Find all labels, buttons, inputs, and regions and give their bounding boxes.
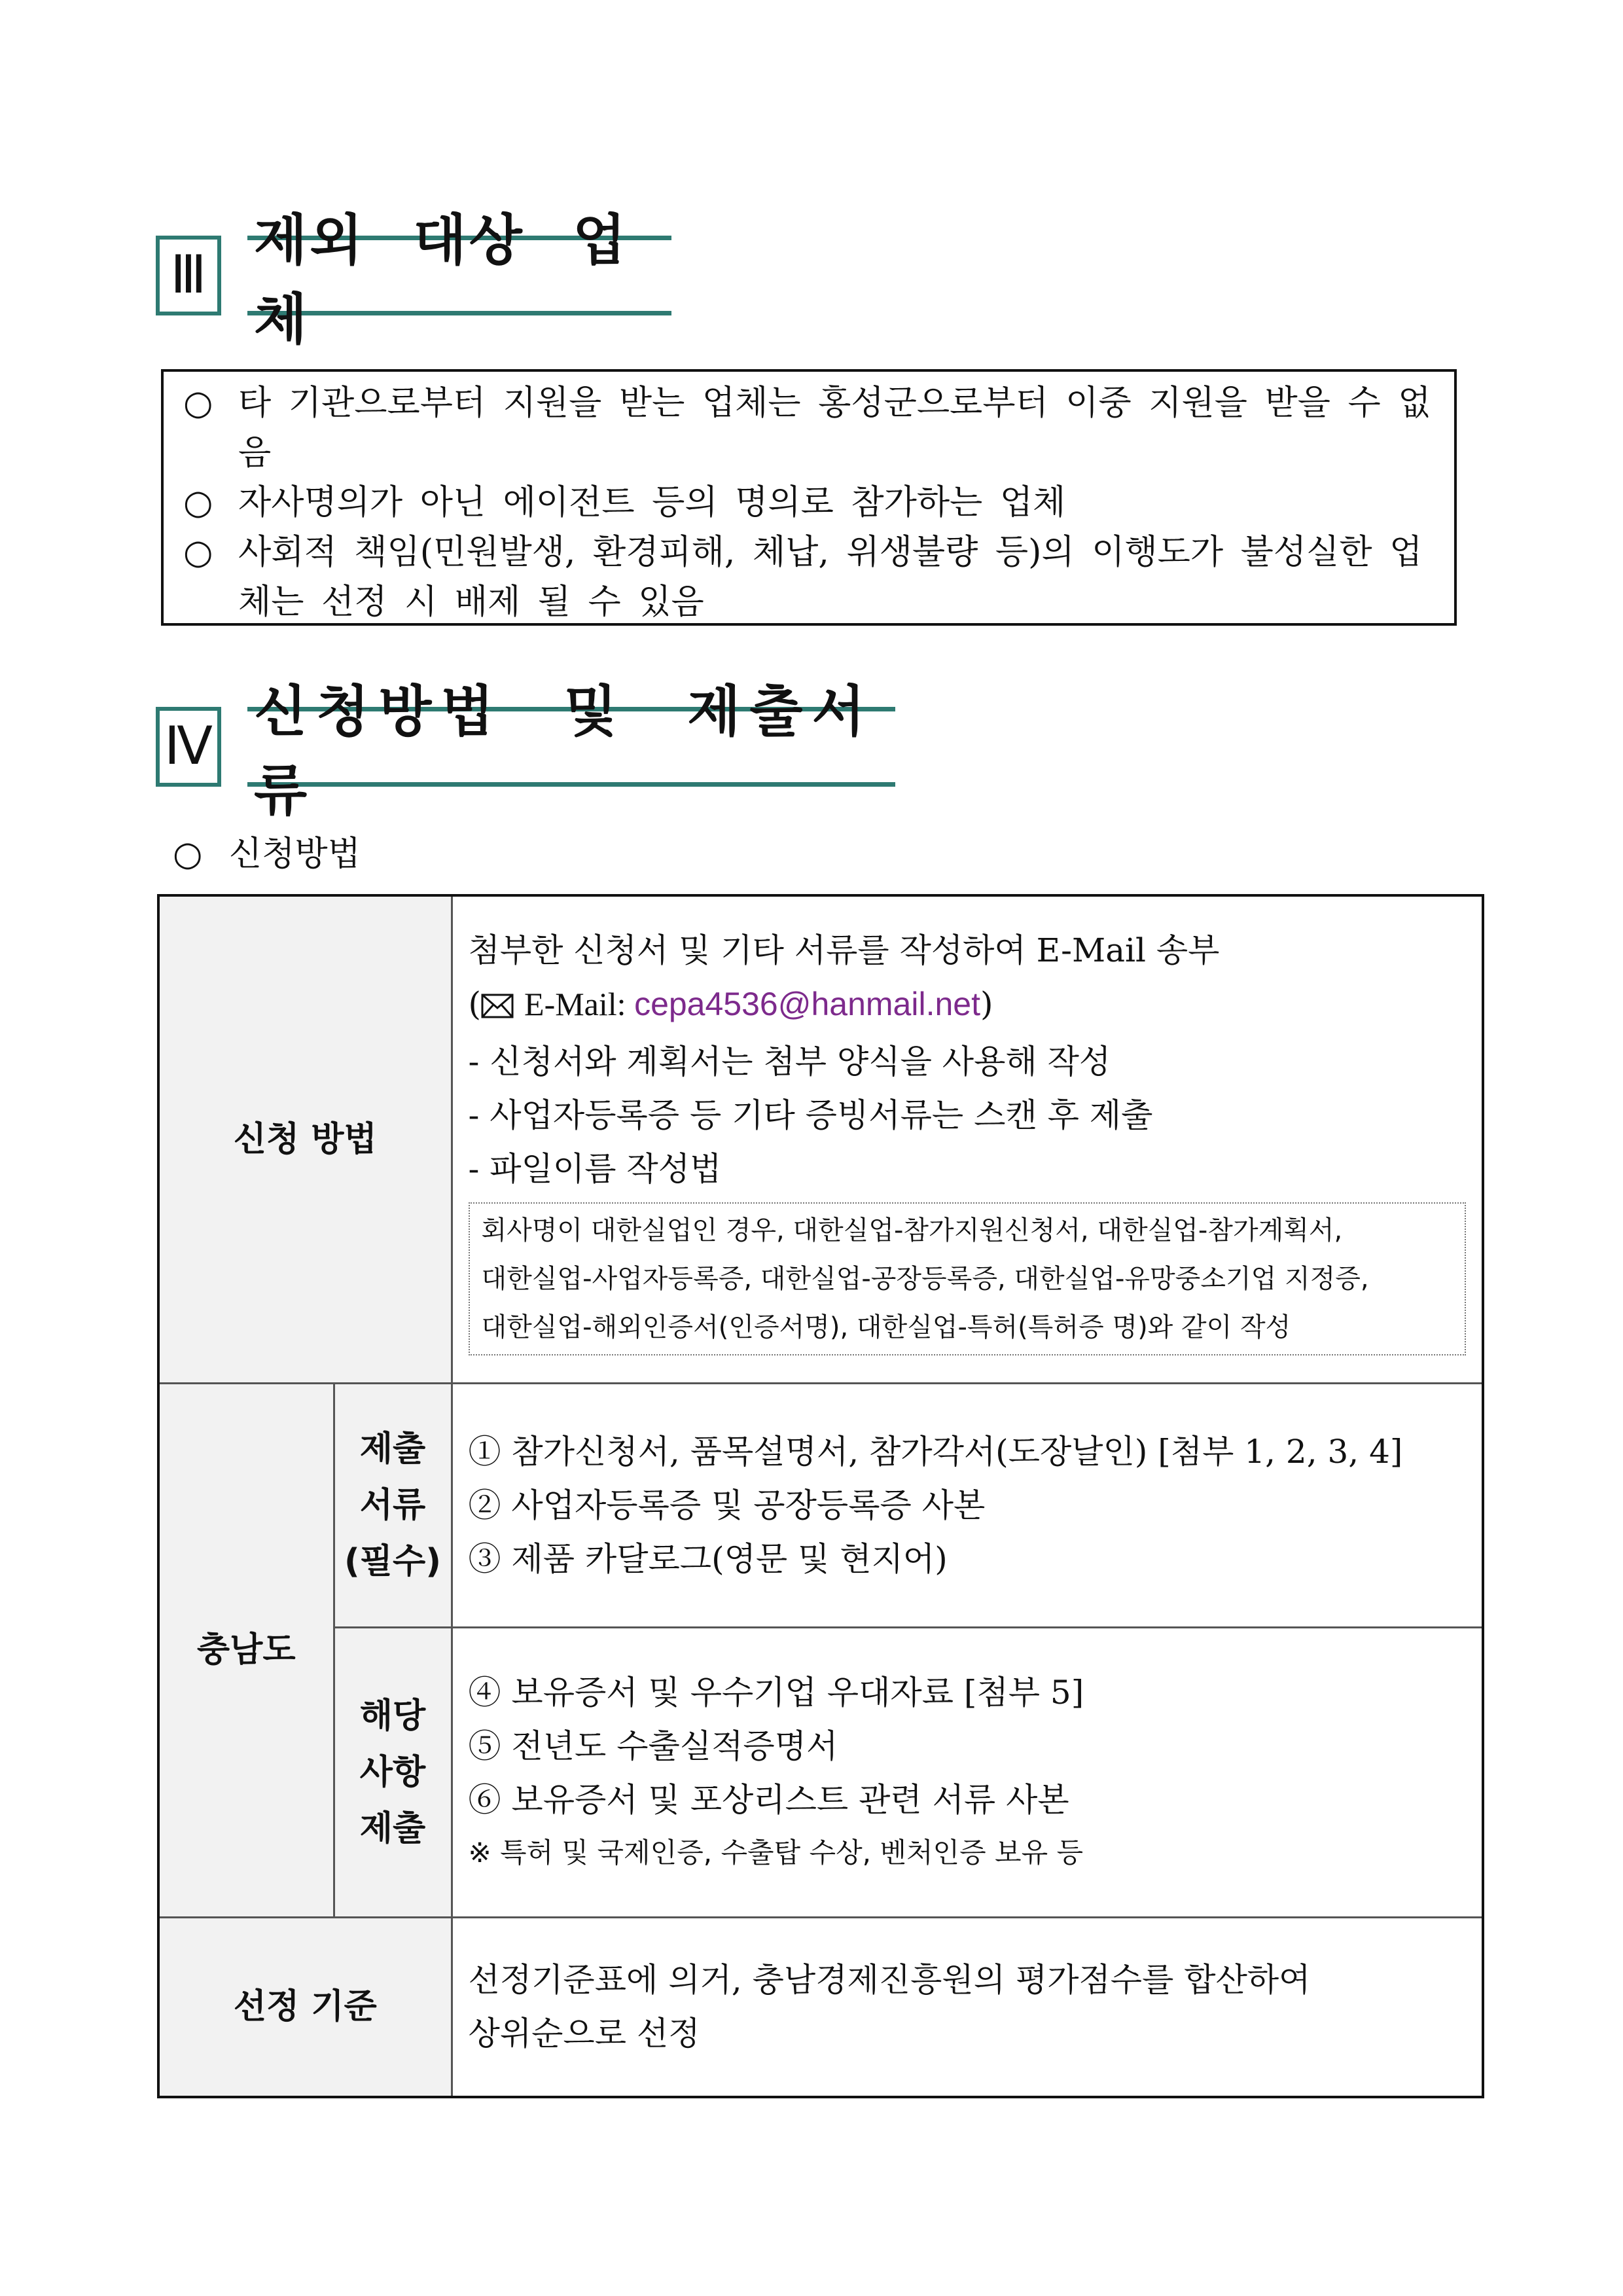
method-bullet: - 사업자등록증 등 기타 증빙서류는 스캔 후 제출 [468,1096,1153,1134]
exclusion-item [183,528,1435,627]
required-doc-item: ② 사업자등록증 및 공장등록증 사본 [468,1486,986,1524]
email-link[interactable]: cepa4536@hanmail.net [634,985,980,1022]
label-line: (필수) [344,1541,441,1581]
exclusion-item [183,478,1435,528]
required-docs-content [452,1383,1483,1627]
label-line: 제출 [359,1429,426,1469]
criteria-line: 상위순으로 선정 [468,2015,700,2053]
label-line: 해당 [359,1696,426,1736]
method-label: 신청 방법 [158,895,452,1383]
section-3-header [156,208,671,351]
exclusion-box [161,369,1457,626]
section-4-header [156,679,895,823]
section-4-title: 신청방법 및 제출서류 [247,707,895,787]
criteria-content [452,1917,1483,2097]
table-row [158,1383,1483,1627]
region-label: 충남도 [158,1383,334,1917]
method-bullet: - 파일이름 작성법 [468,1149,722,1188]
filename-example-line: 대한실업-해외인증서(인증서명), 대한실업-특허(특허증 명)와 같이 작성 [481,1312,1291,1342]
optional-doc-item: ④ 보유증서 및 우수기업 우대자료 [첨부 5] [468,1673,1084,1712]
label-line: 서류 [359,1485,426,1525]
email-paren-close: ) [980,984,993,1023]
circle-bullet-icon: ○ [183,483,213,522]
email-label: E-Mail: [524,985,635,1022]
table-row [158,1917,1483,2097]
exclusion-text: 사회적 책임(민원발생, 환경피해, 체납, 위생불량 등)의 이행도가 불성실한 업체는 선정 시 배제 될 수 있음 [238,533,1423,622]
optional-doc-item: ⑤ 전년도 수출실적증명서 [468,1727,838,1765]
section-3-title: 제외 대상 업체 [247,236,671,315]
sub-heading [173,826,361,875]
filename-example-box [469,1202,1467,1355]
circle-bullet-icon: ○ [183,533,213,572]
filename-example-line: 대한실업-사업자등록증, 대한실업-공장등록증, 대한실업-유망중소기업 지정증, [481,1263,1369,1294]
optional-doc-item: ⑥ 보유증서 및 포상리스트 관련 서류 사본 [468,1780,1069,1819]
criteria-label: 선정 기준 [158,1917,452,2097]
section-4-numeral: Ⅳ [156,707,221,787]
label-line: 사항 [359,1752,426,1792]
criteria-line: 선정기준표에 의거, 충남경제진흥원의 평가점수를 합산하여 [468,1961,1311,2000]
method-line: 첨부한 신청서 및 기타 서류를 작성하여 E-Mail 송부 [468,931,1220,969]
optional-doc-note: ※ 특허 및 국제인증, 수출탑 수상, 벤처인증 보유 등 [468,1836,1084,1869]
optional-docs-content [452,1627,1483,1917]
exclusion-text: 자사명의가 아닌 에이전트 등의 명의로 참가하는 업체 [238,483,1066,522]
exclusion-text: 타 기관으로부터 지원을 받는 업체는 홍성군으로부터 이중 지원을 받을 수 없음 [238,384,1431,473]
circle-bullet-icon: ○ [173,834,203,874]
required-docs-label [334,1383,452,1627]
label-line: 제출 [359,1808,426,1848]
filename-example-line: 회사명이 대한실업인 경우, 대한실업-참가지원신청서, 대한실업-참가계획서, [481,1215,1343,1246]
circle-bullet-icon: ○ [183,384,213,423]
section-3-numeral: Ⅲ [156,236,221,315]
sub-heading-text: 신청방법 [228,834,361,874]
required-doc-item: ③ 제품 카달로그(영문 및 현지어) [468,1539,948,1578]
optional-docs-label [334,1627,452,1917]
email-line [469,977,1467,1035]
table-row [158,1627,1483,1917]
table-row [158,895,1483,1383]
method-content [452,895,1483,1383]
application-method-table [157,894,1484,2098]
required-doc-item: ① 참가신청서, 품목설명서, 참가각서(도장날인) [첨부 1, 2, 3, 4] [468,1432,1403,1471]
exclusion-item [183,378,1435,478]
envelope-icon [481,981,514,1035]
method-bullet: - 신청서와 계획서는 첨부 양식을 사용해 작성 [468,1042,1111,1081]
email-paren-open: ( [468,984,482,1023]
